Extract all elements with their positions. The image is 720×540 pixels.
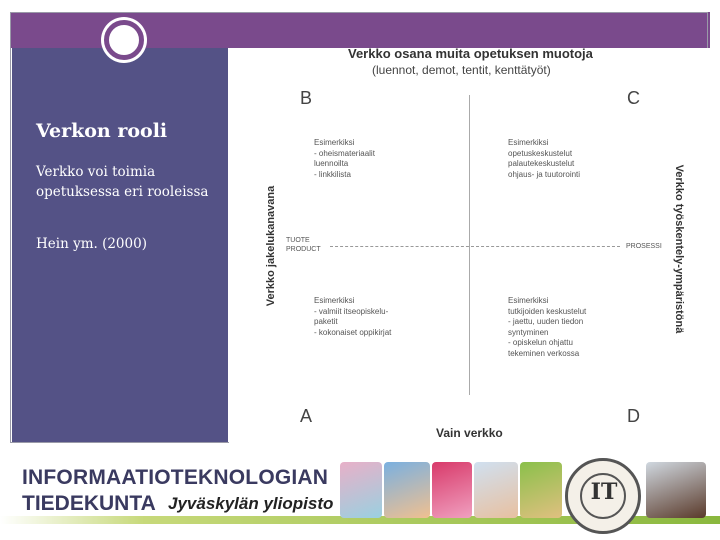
- quadrant-a-line: Esimerkiksi: [314, 296, 355, 305]
- quadrant-c-line: ohjaus- ja tuutorointi: [508, 169, 581, 179]
- quadrant-d-line: tutkijoiden keskustelut: [508, 306, 587, 316]
- quadrant-b-line: - linkkilista: [314, 169, 351, 179]
- photo-student-4: [474, 462, 518, 518]
- axis-left-line2: PRODUCT: [286, 246, 321, 253]
- quadrant-b-line: - oheismateriaalit: [314, 148, 375, 158]
- quadrant-c-examples: [508, 138, 580, 180]
- faculty-logo-line1: INFORMAATIOTEKNOLOGIAN: [22, 466, 329, 489]
- quadrant-a-line: - kokonaiset oppikirjat: [314, 327, 392, 337]
- quadrant-c-line: palautekeskustelut: [508, 159, 575, 168]
- faculty-logo-line2: TIEDEKUNTA: [22, 492, 156, 515]
- quadrant-d-line: Esimerkiksi: [508, 296, 549, 305]
- quadrant-b-line: luennoilta: [314, 159, 349, 168]
- photo-student-3: [432, 462, 472, 518]
- seal-text: IT: [590, 479, 618, 505]
- quadrant-d-line: tekeminen verkossa: [508, 348, 580, 358]
- quadrant-d-line: - jaettu, uuden tiedon: [508, 317, 584, 326]
- quadrant-d-line: syntyminen: [508, 327, 549, 337]
- photo-student-1: [340, 462, 382, 518]
- corner-c: C: [627, 88, 640, 108]
- axis-right-label: PROSESSI: [626, 243, 662, 250]
- quadrant-b-line: Esimerkiksi: [314, 138, 355, 147]
- decorative-circle-icon: [104, 20, 144, 60]
- quadrant-b-examples: [314, 138, 375, 180]
- slide-reference: Hein ym. (2000): [36, 236, 147, 252]
- photo-student-6: [646, 462, 706, 518]
- slide-body: Verkko voi toimia opetuksessa eri rooleissa: [36, 164, 209, 200]
- slide-title: Verkon rooli: [36, 120, 168, 142]
- university-seal-icon: [565, 458, 641, 534]
- vertical-axis: [469, 95, 470, 395]
- horizontal-axis: [330, 246, 620, 247]
- photo-student-5: [520, 462, 562, 518]
- quadrant-d-line: - opiskelun ohjattu: [508, 338, 573, 347]
- diagram-left-label: Verkko jakelukanavana: [265, 185, 277, 307]
- axis-left-line1: TUOTE: [286, 237, 310, 244]
- corner-d: D: [627, 406, 640, 426]
- quadrant-a-line: - valmiit itseopiskelu-: [314, 306, 389, 316]
- quadrant-c-line: Esimerkiksi: [508, 138, 549, 147]
- quadrant-c-line: opetuskeskustelut: [508, 148, 573, 158]
- photo-student-2: [384, 462, 430, 518]
- corner-b: B: [300, 88, 313, 108]
- axis-left-label: [286, 236, 321, 254]
- diagram-top-title: Verkko osana muita opetuksen muotoja: [348, 46, 593, 61]
- diagram-right-label: Verkko työskentely-ympäristönä: [673, 164, 685, 334]
- quadrant-a-examples: [314, 296, 391, 338]
- quadrant-d-examples: [508, 296, 586, 359]
- diagram-top-subtitle: (luennot, demot, tentit, kenttätyöt): [372, 63, 551, 77]
- diagram-bottom-label: Vain verkko: [436, 426, 503, 440]
- quadrant-a-line: paketit: [314, 317, 338, 326]
- corner-a: A: [300, 406, 313, 426]
- university-name: Jyväskylän yliopisto: [168, 494, 334, 513]
